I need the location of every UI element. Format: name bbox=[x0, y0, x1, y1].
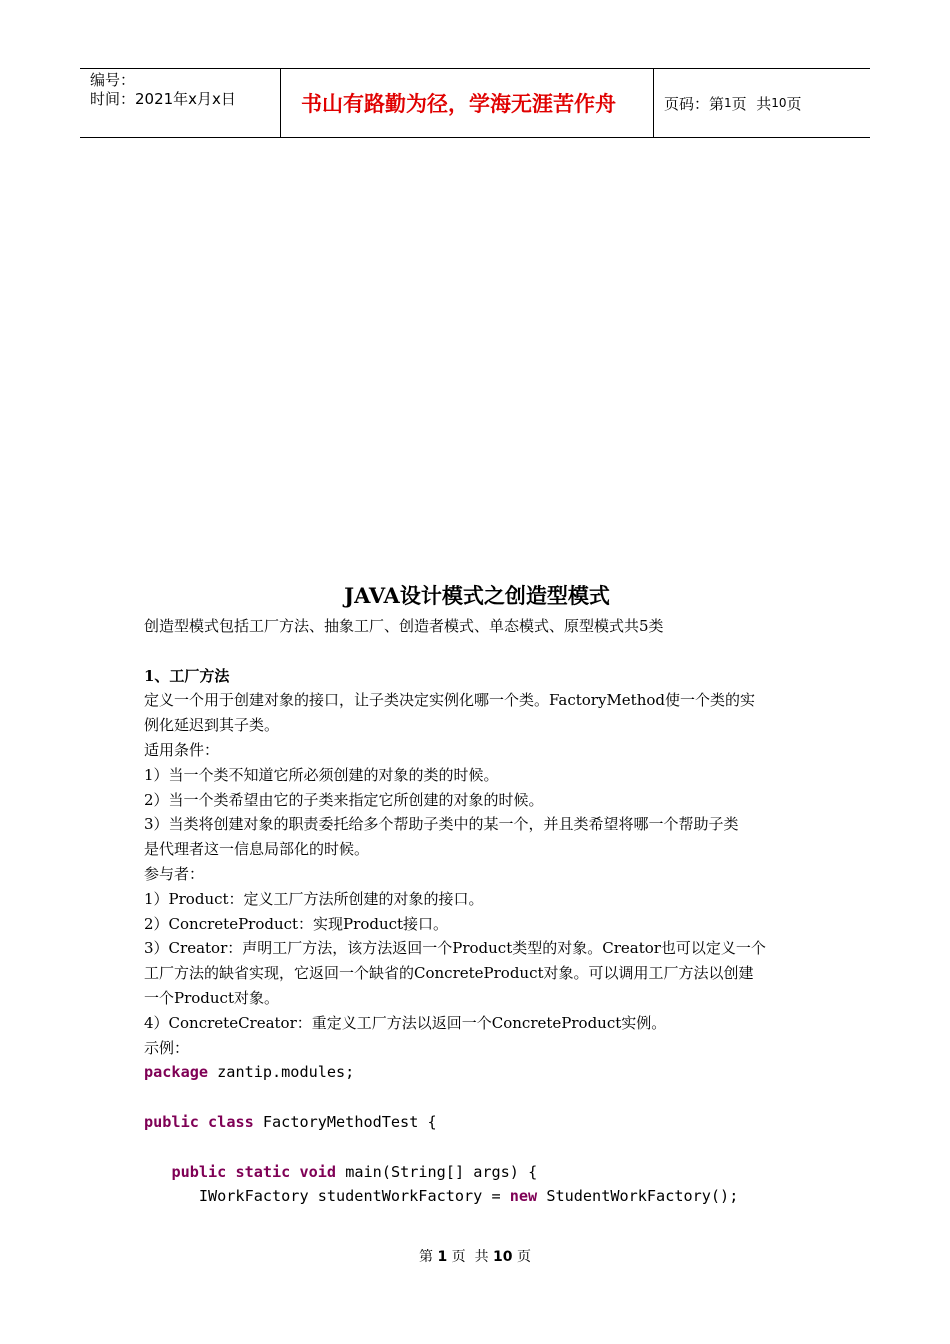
code-line-main bbox=[144, 1160, 810, 1185]
code-line-class bbox=[144, 1110, 810, 1135]
code-keyword: public bbox=[144, 1112, 199, 1131]
body-line: 适用条件： bbox=[144, 740, 220, 759]
header-motto: 书山有路勤为径，学海无涯苦作舟 bbox=[301, 92, 616, 116]
code-keyword: public bbox=[171, 1162, 227, 1181]
code-line-factory bbox=[144, 1184, 810, 1209]
code-text: IWorkFactory studentWorkFactory = bbox=[144, 1187, 510, 1206]
page-header bbox=[80, 68, 870, 138]
code-keyword: class bbox=[208, 1112, 254, 1131]
code-line-package bbox=[144, 1060, 810, 1085]
header-motto-cell bbox=[281, 69, 654, 137]
code-text: zantip.modules; bbox=[208, 1063, 355, 1082]
body-line: 1）Product：定义工厂方法所创建的对象的接口。 bbox=[144, 889, 484, 908]
footer-suffix: 页 bbox=[516, 1249, 531, 1265]
header-page-total: 10 bbox=[771, 96, 787, 110]
body-line: 2）当一个类希望由它的子类来指定它所创建的对象的时候。 bbox=[144, 790, 544, 809]
body-line: 例化延迟到其子类。 bbox=[144, 716, 280, 735]
spacer bbox=[144, 1085, 810, 1110]
body-line: 2）ConcreteProduct：实现Product接口。 bbox=[144, 914, 449, 933]
page-footer bbox=[0, 1246, 950, 1266]
body-line: 参与者： bbox=[144, 864, 205, 883]
code-text: main(String[] args) { bbox=[336, 1162, 538, 1181]
header-left-cell bbox=[80, 69, 281, 137]
body-line: 工厂方法的缺省实现，它返回一个缺省的ConcreteProduct对象。可以调用工厂方法以创建 bbox=[144, 964, 754, 983]
header-page-cell bbox=[654, 69, 870, 137]
section-heading: 1、工厂方法 bbox=[144, 666, 230, 685]
footer-prefix: 第 bbox=[419, 1249, 434, 1265]
document-title: JAVA设计模式之创造型模式 bbox=[344, 583, 610, 608]
body-line: 3）当类将创建对象的职责委托给多个帮助子类中的某一个，并且类希望将哪一个帮助子类 bbox=[144, 815, 739, 834]
code-text: StudentWorkFactory(); bbox=[537, 1187, 739, 1206]
header-page-mid: 页 共 bbox=[731, 94, 772, 113]
document-body bbox=[144, 580, 810, 1209]
body-line: 定义一个用于创建对象的接口，让子类决定实例化哪一个类。FactoryMethod使一个类的实 bbox=[144, 691, 755, 710]
spacer bbox=[144, 1135, 810, 1160]
body-line: 3）Creator：声明工厂方法，该方法返回一个Product类型的对象。Creator也可以定义一个 bbox=[144, 939, 766, 958]
header-page-prefix: 页码：第 bbox=[664, 94, 725, 113]
footer-mid: 页 共 bbox=[451, 1249, 489, 1265]
code-keyword: package bbox=[144, 1063, 209, 1082]
time-label: 时间：2021年x月x日 bbox=[90, 90, 236, 108]
code-text: FactoryMethodTest { bbox=[253, 1112, 437, 1131]
code-indent bbox=[144, 1163, 171, 1181]
header-page-suffix: 页 bbox=[786, 94, 802, 113]
footer-total: 10 bbox=[493, 1249, 513, 1265]
body-line: 4）ConcreteCreator：重定义工厂方法以返回一个ConcreteProduct实例。 bbox=[144, 1013, 667, 1032]
intro-paragraph: 创造型模式包括工厂方法、抽象工厂、创造者模式、单态模式、原型模式共5类 bbox=[144, 617, 664, 635]
serial-label: 编号： bbox=[90, 71, 136, 89]
header-page-number: 1 bbox=[724, 96, 732, 110]
body-line: 1）当一个类不知道它所必须创建的对象的类的时候。 bbox=[144, 765, 499, 784]
spacer bbox=[144, 639, 810, 664]
body-line: 一个Product对象。 bbox=[144, 988, 279, 1007]
code-keyword: void bbox=[299, 1162, 337, 1181]
code-keyword: new bbox=[509, 1187, 538, 1206]
body-line: 示例： bbox=[144, 1038, 190, 1057]
body-line: 是代理者这一信息局部化的时候。 bbox=[144, 840, 370, 859]
code-keyword: static bbox=[235, 1162, 291, 1181]
footer-page-number: 1 bbox=[437, 1249, 448, 1265]
